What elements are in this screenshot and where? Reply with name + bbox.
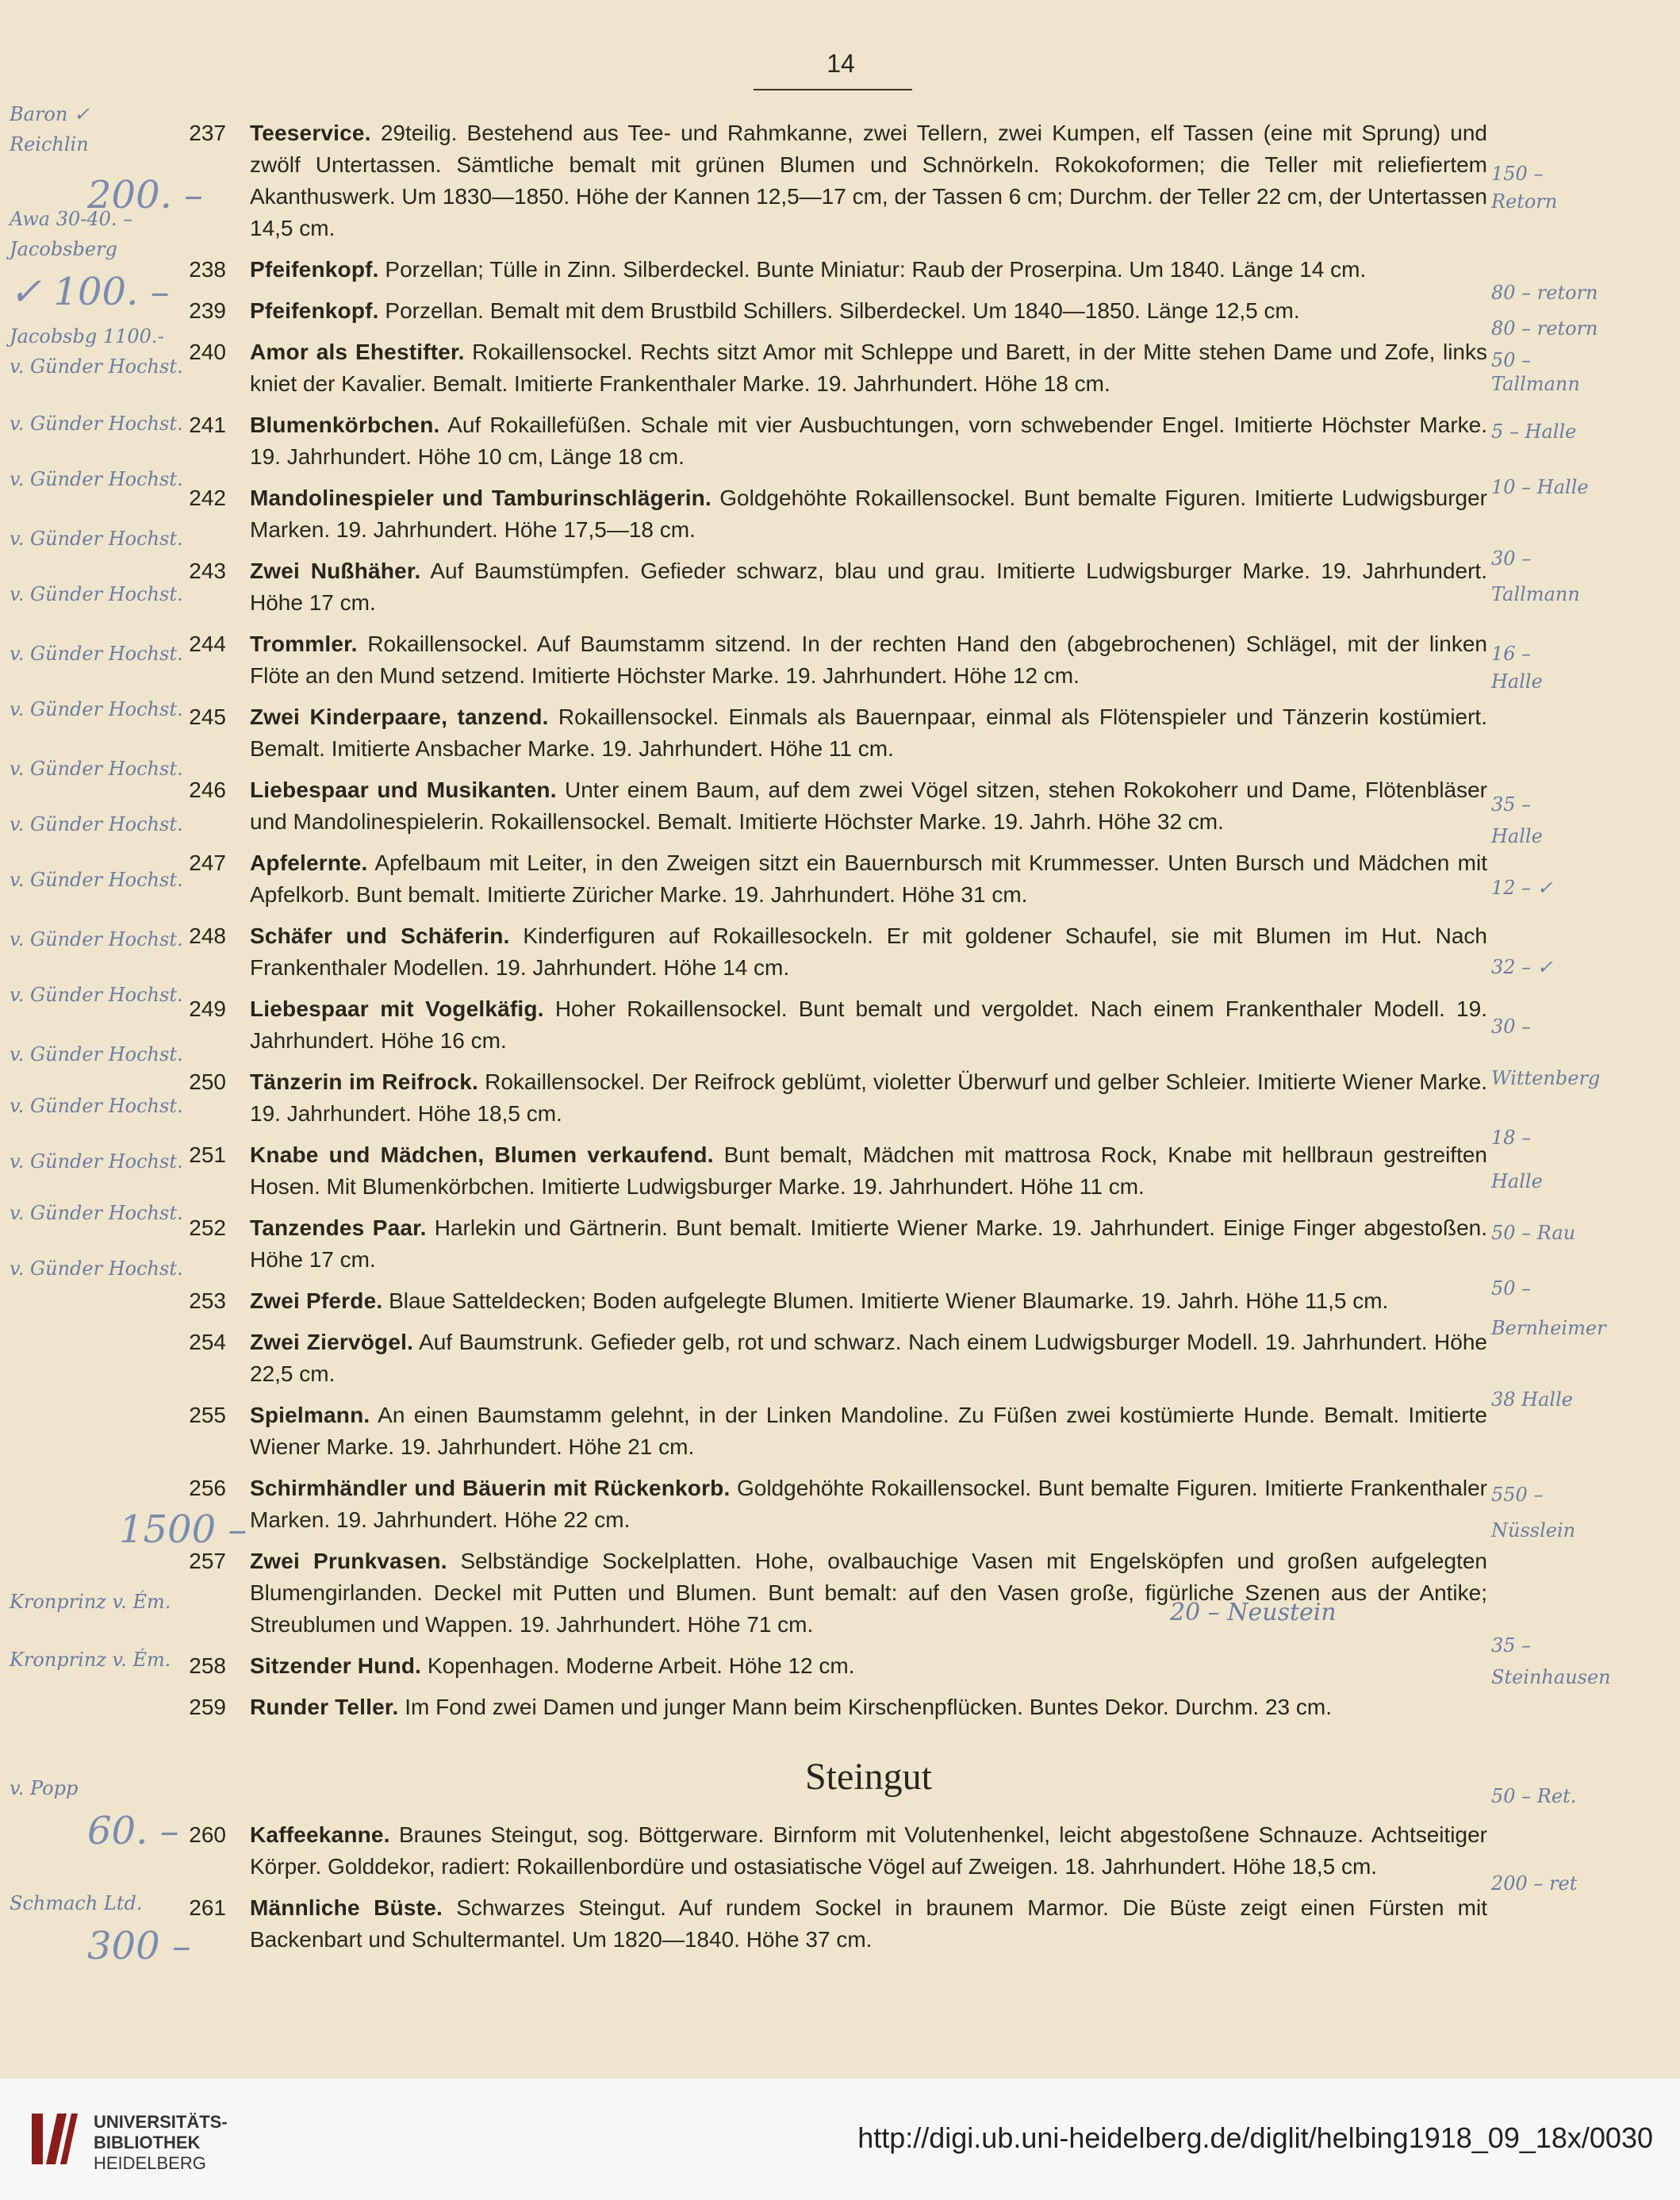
margin-note-left: v. Günder Hochst. (10, 413, 183, 435)
entry-description: Rokaillensockel. Einmals als Bauernpaar, einmal als Flötenspieler und Tänzerin kostümiert. Bemalt. Imitierte Ansbacher Marke. 19. Jahrhundert. Höhe 11 cm. (250, 705, 1487, 761)
margin-note-right: Bernheimer (1491, 1317, 1606, 1339)
entry-description: Goldgehöhte Rokaillensockel. Bunt bemalte Figuren. Imitierte Ludwigsburger Marken. 19. Jahrhundert. Höhe 17,5—18 cm. (250, 486, 1487, 542)
entry-text (250, 701, 1487, 765)
catalog-entry (171, 1285, 1487, 1317)
entry-number: 259 (189, 1695, 226, 1719)
catalog-entry (171, 1212, 1487, 1276)
catalog-entry (171, 628, 1487, 692)
margin-note-right: 50 – Rau (1491, 1222, 1576, 1244)
entry-description: Porzellan; Tülle in Zinn. Silberdeckel. Bunte Miniatur: Raub der Proserpina. Um 1840. Länge 14 cm. (378, 257, 1367, 282)
entry-text (250, 482, 1487, 546)
entry-number: 252 (189, 1215, 226, 1240)
page-number-rule (754, 89, 912, 90)
entry-title: Knabe und Mädchen, Blumen verkaufend. (250, 1142, 714, 1167)
margin-note-left: v. Günder Hochst. (10, 355, 183, 378)
entry-title: Apfelernte. (250, 850, 368, 875)
margin-note-left: v. Günder Hochst. (10, 928, 183, 950)
margin-note-left: Reichlin (10, 133, 89, 155)
entry-text (250, 1650, 1487, 1682)
entry-number: 239 (189, 298, 226, 323)
entry-description: Bunt bemalt, Mädchen mit mattrosa Rock, Knabe mit hellbraun gestreiften Hosen. Mit Blumenkörbchen. Imitierte Ludwigsburger Marke. 19. Jahrhundert. Höhe 11 cm. (250, 1142, 1487, 1199)
margin-note-right: Halle (1491, 670, 1543, 693)
catalog-entry (171, 1472, 1487, 1536)
margin-note-left: v. Günder Hochst. (10, 528, 183, 550)
margin-note-left: Kronprinz v. Ém. (10, 1649, 171, 1671)
catalog-entry (171, 409, 1487, 473)
margin-note-right: 20 – Neustein (1170, 1599, 1337, 1626)
entry-title: Liebespaar mit Vogelkäfig. (250, 996, 544, 1021)
margin-note-left: v. Günder Hochst. (10, 869, 183, 891)
entry-title: Blumenkörbchen. (250, 413, 440, 437)
margin-note-left: v. Günder Hochst. (10, 468, 183, 490)
entry-number: 261 (189, 1895, 226, 1920)
margin-note-left: v. Günder Hochst. (10, 1043, 183, 1065)
entry-number: 242 (189, 486, 226, 510)
entry-title: Sitzender Hund. (250, 1653, 422, 1678)
margin-note-left: v. Günder Hochst. (10, 1095, 183, 1117)
catalog-entry (171, 701, 1487, 765)
margin-note-left: v. Popp (10, 1777, 79, 1799)
entry-title: Zwei Ziervögel. (250, 1330, 414, 1354)
margin-note-left: ✓ 100. – (10, 270, 170, 314)
margin-note-left: 300 – (87, 1924, 191, 1968)
entry-number: 241 (189, 413, 226, 437)
catalog-entry (171, 1691, 1487, 1723)
catalog-entry (171, 295, 1487, 327)
margin-note-right: 12 – ✓ (1491, 877, 1553, 899)
page-number: 14 (827, 49, 855, 78)
entry-text (250, 409, 1487, 473)
catalog-entry (171, 920, 1487, 984)
footer-bar (0, 2079, 1680, 2200)
margin-note-left: v. Günder Hochst. (10, 1257, 183, 1280)
margin-note-right: Retorn (1491, 190, 1558, 213)
margin-note-right: 80 – retorn (1491, 317, 1598, 340)
catalog-entry (171, 1892, 1487, 1956)
entry-description: Rokaillensockel. Der Reifrock geblümt, violetter Überwurf und gelber Schleier. Imitierte Wiener Marke. 19. Jahrhundert. Höhe 18,5 cm. (250, 1069, 1487, 1126)
entry-number: 258 (189, 1653, 226, 1678)
margin-note-left: v. Günder Hochst. (10, 984, 183, 1006)
entry-title: Schirmhändler und Bäuerin mit Rückenkorb. (250, 1476, 731, 1500)
catalog-entry (171, 482, 1487, 546)
entry-number: 260 (189, 1822, 226, 1847)
catalog-entry (171, 847, 1487, 911)
margin-note-right: 10 – Halle (1491, 476, 1589, 498)
margin-note-right: 50 – (1491, 349, 1532, 371)
margin-note-left: Jacobsbg 1100.- (10, 325, 164, 347)
entry-description: Harlekin und Gärtnerin. Bunt bemalt. Imitierte Wiener Marke. 19. Jahrhundert. Einige Finger abgestoßen. Höhe 17 cm. (250, 1215, 1487, 1272)
entry-description: Im Fond zwei Damen und junger Mann beim Kirschenpflücken. Buntes Dekor. Durchm. 23 cm. (398, 1695, 1332, 1719)
entry-title: Kaffeekanne. (250, 1822, 390, 1847)
entry-number: 243 (189, 559, 226, 583)
margin-note-left: v. Günder Hochst. (10, 813, 183, 835)
margin-note-right: 30 – (1491, 1016, 1532, 1038)
library-name-line3: HEIDELBERG (94, 2153, 206, 2173)
entry-text (250, 1139, 1487, 1203)
entry-number: 253 (189, 1288, 226, 1313)
entry-title: Pfeifenkopf. (250, 298, 379, 323)
entry-title: Trommler. (250, 632, 358, 656)
entry-description: Auf Rokaillefüßen. Schale mit vier Ausbuchtungen, vorn schwebender Engel. Imitierte Höchster Marke. 19. Jahrhundert. Höhe 10 cm, Länge 18 cm. (250, 413, 1487, 469)
margin-note-right: 150 – (1491, 163, 1544, 185)
entry-description: Kinderfiguren auf Rokaillesockeln. Er mit goldener Schaufel, sie mit Blumen im Hut. Nach Frankenthaler Modellen. 19. Jahrhundert. Höhe 14 cm. (250, 923, 1487, 980)
entry-title: Tanzendes Paar. (250, 1215, 427, 1240)
margin-note-left: v. Günder Hochst. (10, 698, 183, 720)
margin-note-left: Baron ✓ (10, 103, 90, 125)
catalog-entry (171, 1327, 1487, 1390)
entry-text (250, 1691, 1487, 1723)
entry-text (250, 1399, 1487, 1463)
catalog-entry (171, 555, 1487, 619)
margin-note-right: Halle (1491, 825, 1543, 847)
margin-note-right: 550 – (1491, 1484, 1544, 1506)
entry-text (250, 1472, 1487, 1536)
catalog-entry (171, 1650, 1487, 1682)
entry-number: 249 (189, 996, 226, 1021)
margin-note-left: 1500 – (119, 1507, 247, 1552)
entry-description: Rokaillensockel. Rechts sitzt Amor mit Schleppe und Barett, in der Mitte stehen Dame und Zofe, links kniet der Kavalier. Bemalt. Imitierte Frankenthaler Marke. 19. Jahrhundert. Höhe 18 cm. (250, 340, 1488, 396)
entry-description: Porzellan. Bemalt mit dem Brustbild Schillers. Silberdeckel. Um 1840—1850. Länge 12,5 cm. (378, 298, 1300, 323)
entry-description: Auf Baumstrunk. Gefieder gelb, rot und schwarz. Nach einem Ludwigsburger Modell. 19. Jahrhundert. Höhe 22,5 cm. (250, 1330, 1487, 1386)
entry-title: Männliche Büste. (250, 1895, 443, 1920)
margin-note-left: 60. – (87, 1809, 179, 1853)
entry-title: Pfeifenkopf. (250, 257, 379, 282)
entry-number: 247 (189, 850, 226, 875)
entry-number: 237 (189, 121, 226, 145)
catalog-entry (171, 774, 1487, 838)
margin-note-left: v. Günder Hochst. (10, 643, 183, 665)
entry-title: Mandolinespieler und Tamburinschlägerin. (250, 486, 712, 510)
entry-text (250, 920, 1487, 984)
entry-title: Zwei Prunkvasen. (250, 1549, 447, 1573)
library-name-line2: BIBLIOTHEK (94, 2133, 201, 2152)
margin-note-left: Jacobsberg (10, 238, 117, 260)
library-name-line1: UNIVERSITÄTS- (94, 2112, 228, 2132)
margin-note-left: v. Günder Hochst. (10, 583, 183, 605)
entry-text (250, 847, 1487, 911)
margin-note-right: Halle (1491, 1170, 1543, 1192)
entry-number: 238 (189, 257, 226, 282)
margin-note-right: 80 – retorn (1491, 282, 1598, 304)
catalog-entry (171, 993, 1487, 1057)
entry-description: Kopenhagen. Moderne Arbeit. Höhe 12 cm. (421, 1653, 855, 1678)
library-logo-icon (30, 2109, 79, 2169)
catalog-entry (171, 117, 1487, 244)
margin-note-right: 50 – Ret. (1491, 1785, 1577, 1807)
entry-text (250, 254, 1487, 286)
catalog-entry (171, 1399, 1487, 1463)
margin-note-left: v. Günder Hochst. (10, 1202, 183, 1224)
entry-title: Liebespaar und Musikanten. (250, 777, 557, 802)
margin-note-right: 16 – (1491, 643, 1532, 665)
margin-note-right: Nüsslein (1491, 1519, 1576, 1542)
entry-description: 29teilig. Bestehend aus Tee- und Rahmkanne, zwei Tellern, zwei Kumpen, elf Tassen (eine mit Sprung) und zwölf Untertassen. Sämtliche bemalt mit grünen Blumen und Schnörkeln. Rokokoformen; die Teller mit reliefiertem Akanthuswerk. Um 1830—1850. Höhe der Kannen 12,5—17 cm, der Tassen 6 cm; Durchm. der Teller 22 cm, der Untertassen 14,5 cm. (250, 121, 1487, 240)
source-url-link[interactable]: http://digi.ub.uni-heidelberg.de/diglit/helbing1918_09_18x/0030 (857, 2121, 1653, 2154)
section-heading: Steingut (804, 1756, 932, 1798)
entry-text (250, 1819, 1487, 1883)
entry-text (250, 1327, 1487, 1390)
catalog-entry (171, 254, 1487, 286)
entry-description: Apfelbaum mit Leiter, in den Zweigen sitzt ein Bauernbursch mit Krummesser. Unten Bursch und Mädchen mit Apfelkorb. Bunt bemalt. Imitierte Züricher Marke. 19. Jahrhundert. Höhe 31 cm. (250, 850, 1487, 907)
entry-description: Goldgehöhte Rokaillensockel. Bunt bemalte Figuren. Imitierte Frankenthaler Marken. 19. Jahrhundert. Höhe 22 cm. (250, 1476, 1487, 1532)
margin-note-right: Wittenberg (1491, 1067, 1601, 1089)
entry-title: Zwei Kinderpaare, tanzend. (250, 705, 549, 729)
margin-note-left: Awa 30-40. – (10, 208, 133, 230)
margin-note-right: 38 Halle (1491, 1388, 1573, 1411)
entry-title: Schäfer und Schäferin. (250, 923, 510, 948)
entry-title: Zwei Pferde. (250, 1288, 383, 1313)
margin-note-right: 32 – ✓ (1491, 956, 1553, 978)
entry-number: 248 (189, 923, 226, 948)
margin-note-right: 18 – (1491, 1127, 1532, 1149)
entry-number: 245 (189, 705, 226, 729)
margin-note-left: v. Günder Hochst. (10, 1150, 183, 1173)
entry-description: Schwarzes Steingut. Auf rundem Sockel in braunem Marmor. Die Büste zeigt einen Fürsten mit Backenbart und Schultermantel. Um 1820—1840. Höhe 37 cm. (250, 1895, 1488, 1952)
catalog-entry (171, 1139, 1487, 1203)
entry-title: Teeservice. (250, 121, 371, 145)
entry-title: Zwei Nußhäher. (250, 559, 421, 583)
catalog-entry (171, 336, 1487, 400)
entry-number: 251 (189, 1142, 226, 1167)
entry-text (250, 1545, 1487, 1641)
entry-text (250, 993, 1487, 1057)
entry-text (250, 1892, 1487, 1956)
entry-description: Selbständige Sockelplatten. Hohe, ovalbauchige Vasen mit Engelsköpfen und großen aufgelegten Blumengirlanden. Deckel mit Putten und Blumen. Bunt bemalt: auf den Vasen große, figürliche Szenen aus der Antike; Streublumen und Wappen. 19. Jahrhundert. Höhe 71 cm. (250, 1549, 1487, 1637)
entry-number: 250 (189, 1069, 226, 1094)
entry-number: 256 (189, 1476, 226, 1500)
entry-number: 254 (189, 1330, 226, 1354)
entry-number: 257 (189, 1549, 226, 1573)
catalog-entry (171, 1066, 1487, 1130)
entry-text (250, 295, 1487, 327)
margin-note-right: 35 – (1491, 793, 1532, 816)
margin-note-right: 5 – Halle (1491, 420, 1577, 443)
entry-text (250, 336, 1487, 400)
margin-note-left: Kronprinz v. Ém. (10, 1591, 171, 1613)
entry-number: 255 (189, 1403, 226, 1427)
entry-description: Braunes Steingut, sog. Böttgerware. Birnform mit Volutenhenkel, leicht abgestoßene Schnauze. Achtseitiger Körper. Golddekor, radiert: Rokaillenbordüre und ostasiatische Vögel auf Zweigen. 18. Jahrhundert. Höhe 18,5 cm. (250, 1822, 1487, 1879)
margin-note-right: 200 – ret (1491, 1872, 1578, 1895)
library-name (94, 2112, 228, 2174)
margin-note-right: Steinhausen (1491, 1666, 1611, 1688)
entry-title: Tänzerin im Reifrock. (250, 1069, 479, 1094)
entry-title: Spielmann. (250, 1403, 370, 1427)
margin-note-left: 200. – (87, 173, 204, 217)
entry-number: 240 (189, 340, 226, 364)
entry-text (250, 774, 1487, 838)
entry-description: Unter einem Baum, auf dem zwei Vögel sitzen, stehen Rokokoherr und Dame, Flötenbläser und Mandolinespielerin. Rokaillensockel. Bemalt. Imitierte Höchster Marke. 19. Jahrh. Höhe 32 cm. (250, 777, 1488, 834)
entry-description: An einen Baumstamm gelehnt, in der Linken Mandoline. Zu Füßen zwei kostümierte Hunde. Bemalt. Imitierte Wiener Marke. 19. Jahrhundert. Höhe 21 cm. (250, 1403, 1487, 1459)
margin-note-right: 30 – (1491, 547, 1532, 570)
catalog-entry (171, 1545, 1487, 1641)
margin-note-left: v. Günder Hochst. (10, 758, 183, 780)
margin-note-right: Tallmann (1491, 583, 1580, 605)
entry-description: Rokaillensockel. Auf Baumstamm sitzend. In der rechten Hand den (abgebrochenen) Schlägel, mit der linken Flöte an den Mund setzend. Imitierte Höchster Marke. 19. Jahrhundert. Höhe 12 cm. (250, 632, 1487, 688)
entry-title: Amor als Ehestifter. (250, 340, 465, 364)
entry-description: Hoher Rokaillensockel. Bunt bemalt und vergoldet. Nach einem Frankenthaler Modell. 19. Jahrhundert. Höhe 16 cm. (250, 996, 1487, 1053)
entry-list (171, 117, 1487, 1965)
margin-note-right: Tallmann (1491, 373, 1580, 395)
entry-text (250, 117, 1487, 244)
entry-text (250, 1212, 1487, 1276)
entry-description: Auf Baumstümpfen. Gefieder schwarz, blau und grau. Imitierte Ludwigsburger Marke. 19. Jahrhundert. Höhe 17 cm. (250, 559, 1487, 615)
entry-text (250, 555, 1487, 619)
entry-title: Runder Teller. (250, 1695, 399, 1719)
entry-text (250, 1066, 1487, 1130)
entry-number: 244 (189, 632, 226, 656)
entry-text (250, 628, 1487, 692)
entry-number: 246 (189, 777, 226, 802)
entry-description: Blaue Satteldecken; Boden aufgelegte Blumen. Imitierte Wiener Blaumarke. 19. Jahrh. Höhe 11,5 cm. (382, 1288, 1389, 1313)
entry-text (250, 1285, 1487, 1317)
margin-note-right: 35 – (1491, 1634, 1532, 1657)
margin-note-right: 50 – (1491, 1277, 1532, 1300)
margin-note-left: Schmach Ltd. (10, 1892, 143, 1914)
catalog-entry (171, 1819, 1487, 1883)
